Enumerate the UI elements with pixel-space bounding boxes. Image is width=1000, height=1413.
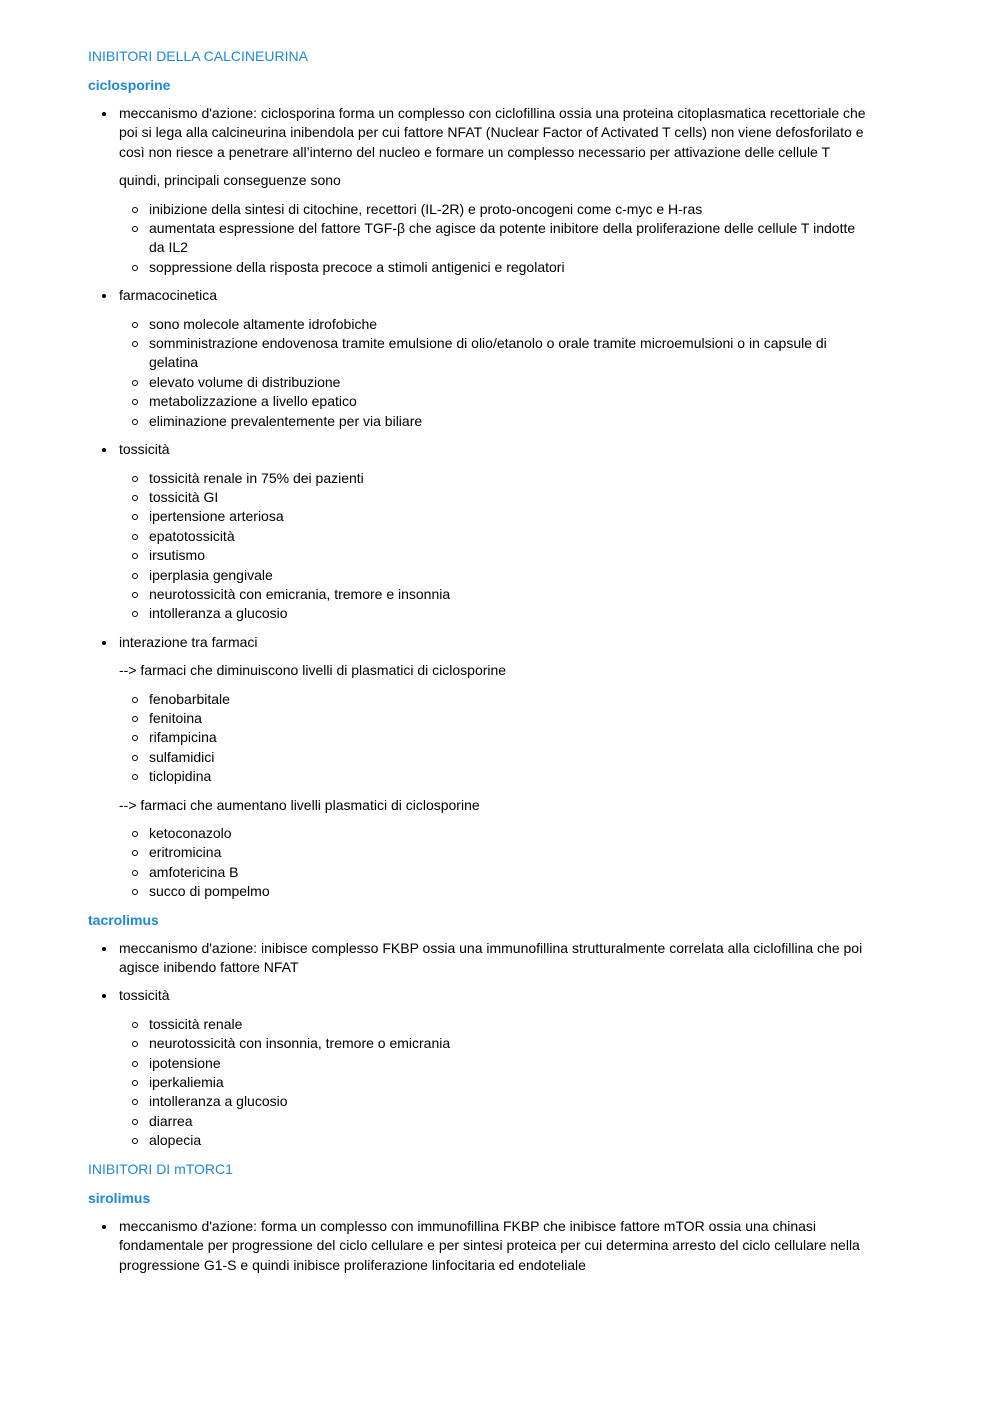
sub-list-item-text: aumentata espressione del fattore TGF-β che agisce da potente inibitore della proliferazione delle cellule T indotte da IL2 <box>149 220 856 256</box>
circle-bullet-marker <box>132 573 138 579</box>
sub-list-item <box>119 1015 868 1034</box>
bullet-marker <box>102 112 106 116</box>
circle-bullet-marker <box>132 1022 138 1028</box>
list-item-text: meccanismo d'azione: forma un complesso con immunofillina FKBP che inibisce fattore mTOR ossia una chinasi fondamentale per progressione del ciclo cellulare e per sintesi proteica per cui determina arresto del ciclo cellulare nella progressione G1-S e quindi inibisce proliferazione linfocitaria ed endoteliale <box>119 1217 860 1273</box>
sub-list-item <box>119 604 868 623</box>
sub-list-item <box>119 412 868 431</box>
sub-list-item-text: soppressione della risposta precoce a stimoli antigenici e regolatori <box>149 258 565 275</box>
drug-heading: ciclosporine <box>88 77 171 93</box>
circle-bullet-marker <box>132 870 138 876</box>
circle-bullet-marker <box>132 1041 138 1047</box>
sub-list-item-text: somministrazione endovenosa tramite emulsione di olio/etanolo o orale tramite microemulsioni o in capsule di gelatina <box>149 335 827 371</box>
sub-list-item-text: tossicità renale in 75% dei pazienti <box>149 469 364 486</box>
document-content <box>88 47 868 1284</box>
sub-list-item-text: eritromicina <box>149 844 222 861</box>
sub-list-item <box>119 219 868 258</box>
sub-list-item <box>119 843 868 862</box>
circle-bullet-marker <box>132 1080 138 1086</box>
circle-bullet-marker <box>132 774 138 780</box>
circle-bullet-marker <box>132 831 138 837</box>
sub-list-item-text: ticlopidina <box>149 768 212 785</box>
sub-list-item <box>119 748 868 767</box>
drug-heading: sirolimus <box>88 1189 151 1206</box>
sub-list-item <box>119 863 868 882</box>
sub-list-item-text: iperplasia gengivale <box>149 566 273 583</box>
sub-list <box>119 315 868 431</box>
list-item <box>88 286 868 431</box>
sub-list-item <box>119 566 868 585</box>
bullet-list <box>88 104 868 902</box>
sub-list-item-text: neurotossicità con insonnia, tremore o emicrania <box>149 1035 451 1052</box>
sub-list-item-text: metabolizzazione a livello epatico <box>149 393 357 410</box>
sub-list-item-text: epatotossicità <box>149 527 235 544</box>
circle-bullet-marker <box>132 322 138 328</box>
circle-bullet-marker <box>132 592 138 598</box>
sub-list-item-text: diarrea <box>149 1112 193 1129</box>
bullet-list <box>88 939 868 1151</box>
list-item <box>88 986 868 1150</box>
sub-list-item <box>119 258 868 277</box>
circle-bullet-marker <box>132 716 138 722</box>
sub-list-item <box>119 728 868 747</box>
sub-list-item <box>119 1092 868 1111</box>
sub-list-item-text: tossicità GI <box>149 488 219 505</box>
sub-list-item-text: ipotensione <box>149 1054 221 1071</box>
list-item <box>88 1217 868 1275</box>
sub-list-item <box>119 709 868 728</box>
sub-list-item-text: alopecia <box>149 1132 202 1149</box>
list-item-text: interazione tra farmaci <box>119 633 258 650</box>
sub-list-item-text: iperkaliemia <box>149 1074 224 1091</box>
sub-paragraph: quindi, principali conseguenze sono <box>119 172 341 189</box>
drug-heading: tacrolimus <box>88 911 159 928</box>
list-item <box>88 440 868 624</box>
sub-list-item <box>119 527 868 546</box>
sub-list-item <box>119 1073 868 1092</box>
sub-list-item <box>119 824 868 843</box>
sub-list <box>119 690 868 787</box>
circle-bullet-marker <box>132 207 138 213</box>
circle-bullet-marker <box>132 755 138 761</box>
circle-bullet-marker <box>132 495 138 501</box>
circle-bullet-marker <box>132 380 138 386</box>
sub-list-item-text: ketoconazolo <box>149 825 232 841</box>
circle-bullet-marker <box>132 1119 138 1125</box>
sub-list-item <box>119 882 868 901</box>
sub-list-item-text: elevato volume di distribuzione <box>149 373 341 390</box>
circle-bullet-marker <box>132 419 138 425</box>
circle-bullet-marker <box>132 265 138 271</box>
circle-bullet-marker <box>132 697 138 703</box>
sub-list-item <box>119 373 868 392</box>
sub-list-item-text: irsutismo <box>149 547 206 564</box>
sub-list-item <box>119 690 868 709</box>
list-item-text: farmacocinetica <box>119 287 218 304</box>
list-item <box>88 633 868 902</box>
circle-bullet-marker <box>132 553 138 559</box>
sub-list-item-text: sulfamidici <box>149 748 215 765</box>
sub-list-item <box>119 1112 868 1131</box>
sub-list-item <box>119 334 868 373</box>
sub-list-item-text: eliminazione prevalentemente per via biliare <box>149 412 423 429</box>
sub-list <box>119 824 868 902</box>
sub-list-item <box>119 767 868 786</box>
sub-list-item-text: neurotossicità con emicrania, tremore e insonnia <box>149 585 451 602</box>
bullet-marker <box>102 947 106 951</box>
circle-bullet-marker <box>132 226 138 232</box>
sub-list-item-text: rifampicina <box>149 729 217 746</box>
bullet-list <box>88 1217 868 1275</box>
sub-list-item <box>119 585 868 604</box>
sub-list-item-text: inibizione della sintesi di citochine, recettori (IL-2R) e proto-oncogeni come c-myc e H-ras <box>149 200 703 217</box>
circle-bullet-marker <box>132 514 138 520</box>
circle-bullet-marker <box>132 341 138 347</box>
list-item <box>88 104 868 277</box>
sub-list <box>119 1015 868 1151</box>
sub-list-item <box>119 392 868 411</box>
section-heading: INIBITORI DELLA CALCINEURINA <box>88 48 308 64</box>
circle-bullet-marker <box>132 1061 138 1067</box>
sub-list-item-text: amfotericina B <box>149 863 239 880</box>
sub-list-item <box>119 1054 868 1073</box>
bullet-marker <box>102 448 106 452</box>
sub-paragraph: --> farmaci che aumentano livelli plasmatici di ciclosporine <box>119 796 480 813</box>
circle-bullet-marker <box>132 611 138 617</box>
sub-list-item-text: succo di pompelmo <box>149 883 270 900</box>
list-item-text: tossicità <box>119 987 170 1004</box>
sub-list-item-text: ipertensione arteriosa <box>149 508 284 525</box>
sub-list-item <box>119 315 868 334</box>
sub-list-item-text: intolleranza a glucosio <box>149 605 288 622</box>
circle-bullet-marker <box>132 1138 138 1144</box>
bullet-marker <box>102 641 106 645</box>
bullet-marker <box>102 294 106 298</box>
section-heading: INIBITORI DI mTORC1 <box>88 1160 233 1177</box>
circle-bullet-marker <box>132 476 138 482</box>
sub-paragraph: --> farmaci che diminuiscono livelli di plasmatici di ciclosporine <box>119 662 507 679</box>
list-item-text: tossicità <box>119 441 170 458</box>
circle-bullet-marker <box>132 889 138 895</box>
sub-list-item-text: fenitoina <box>149 709 202 726</box>
sub-list <box>119 200 868 278</box>
sub-list-item <box>119 1034 868 1053</box>
sub-list <box>119 469 868 624</box>
circle-bullet-marker <box>132 1099 138 1105</box>
sub-list-item-text: fenobarbitale <box>149 690 230 707</box>
sub-list-item <box>119 469 868 488</box>
sub-list-item <box>119 488 868 507</box>
circle-bullet-marker <box>132 850 138 856</box>
circle-bullet-marker <box>132 534 138 540</box>
sub-list-item-text: sono molecole altamente idrofobiche <box>149 315 378 332</box>
sub-list-item <box>119 1131 868 1150</box>
sub-list-item <box>119 507 868 526</box>
list-item-text: meccanismo d'azione: inibisce complesso FKBP ossia una immunofillina strutturalmente correlata alla ciclofillina che poi agisce inibendo fattore NFAT <box>119 939 863 976</box>
sub-list-item-text: tossicità renale <box>149 1015 243 1032</box>
list-item <box>88 939 868 978</box>
list-item-text: meccanismo d'azione: ciclosporina forma un complesso con ciclofillina ossia una proteina citoplasmatica recettoriale che poi si lega alla calcineurina inibendola per cui fattore NFAT (Nuclear Factor of Activated T cells) non viene defosforilato e così non riesce a penetrare all’interno del nucleo e formare un complesso necessario per attivazione delle cellule T <box>119 105 866 160</box>
sub-list-item <box>119 200 868 219</box>
circle-bullet-marker <box>132 399 138 405</box>
circle-bullet-marker <box>132 735 138 741</box>
sub-list-item-text: intolleranza a glucosio <box>149 1093 288 1110</box>
bullet-marker <box>102 994 106 998</box>
bullet-marker <box>102 1225 106 1229</box>
sub-list-item <box>119 546 868 565</box>
